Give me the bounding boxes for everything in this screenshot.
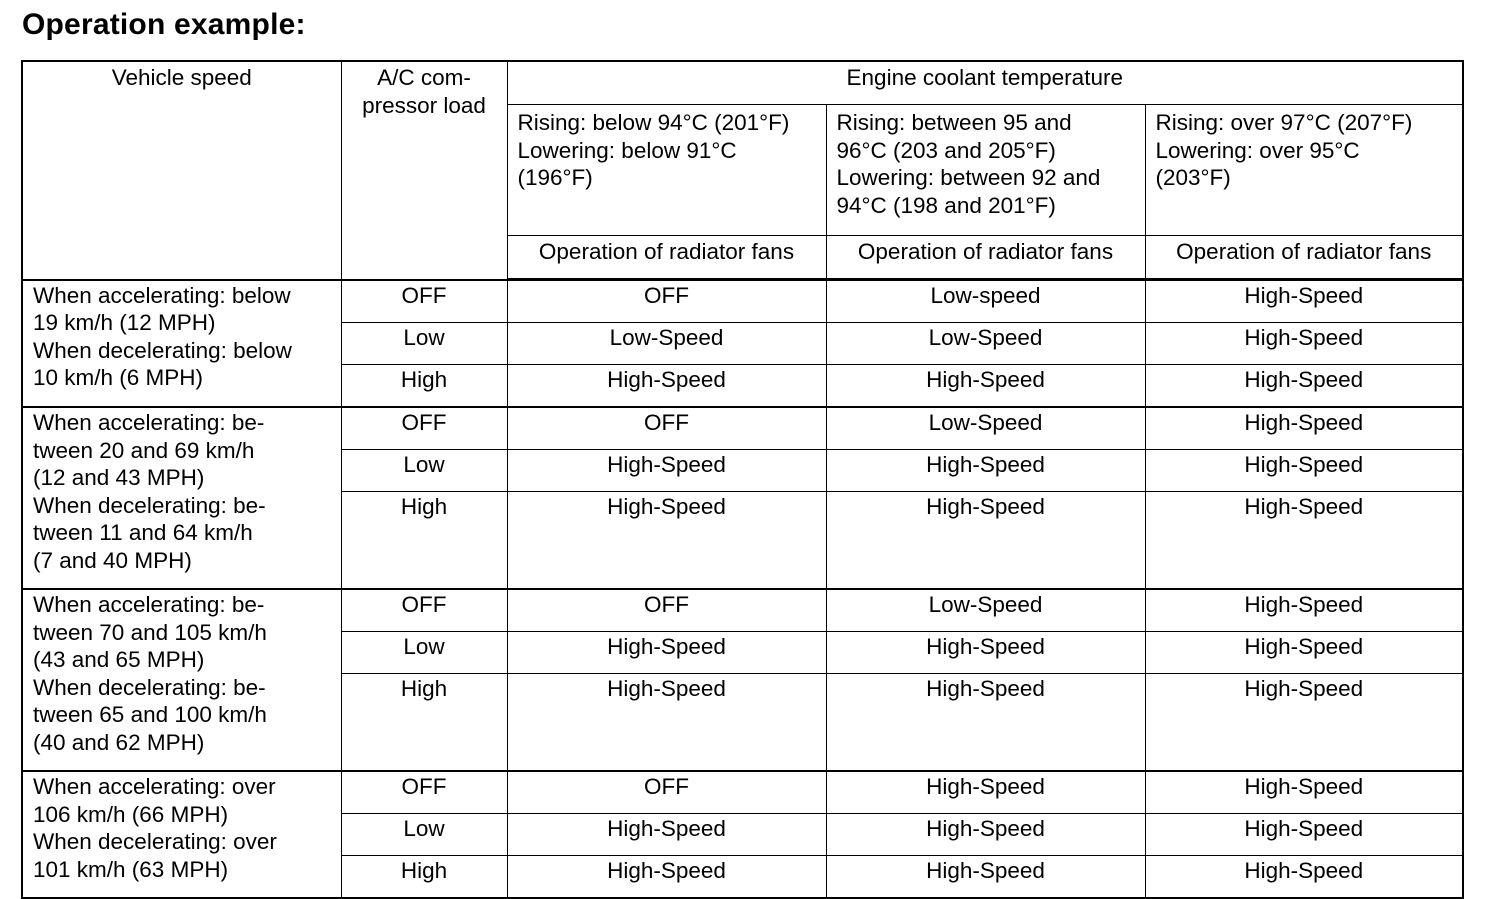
fan-operation-cell: High-Speed — [1145, 856, 1463, 899]
fan-operation-cell: OFF — [507, 407, 826, 450]
fan-operation-cell: High-Speed — [507, 450, 826, 492]
ac-load-cell: Low — [341, 450, 507, 492]
fan-operation-cell: High-Speed — [826, 771, 1145, 814]
table-row — [22, 589, 1463, 632]
fan-operation-cell: High-Speed — [826, 856, 1145, 899]
fan-operation-cell: Low-Speed — [826, 589, 1145, 632]
fan-operation-cell: High-Speed — [507, 365, 826, 408]
ac-load-cell: Low — [341, 632, 507, 674]
fan-operation-cell: High-Speed — [1145, 280, 1463, 323]
fan-operation-cell: High-Speed — [1145, 450, 1463, 492]
fan-operation-cell: High-Speed — [507, 632, 826, 674]
fan-operation-cell: Low-speed — [826, 280, 1145, 323]
fan-operation-cell: Low-Speed — [826, 407, 1145, 450]
fan-operation-cell: High-Speed — [826, 814, 1145, 856]
fan-operation-cell: High-Speed — [1145, 814, 1463, 856]
page-title: Operation example: — [22, 8, 306, 41]
ac-load-cell: Low — [341, 814, 507, 856]
table-row — [22, 407, 1463, 450]
fan-operation-cell: High-Speed — [507, 814, 826, 856]
ac-load-cell: High — [341, 856, 507, 899]
header-fan-operation: Operation of radiator fans — [507, 236, 826, 280]
fan-operation-cell: High-Speed — [1145, 771, 1463, 814]
fan-operation-cell: High-Speed — [1145, 632, 1463, 674]
fan-operation-cell: OFF — [507, 280, 826, 323]
fan-operation-cell: High-Speed — [1145, 492, 1463, 590]
fan-operation-cell: High-Speed — [826, 632, 1145, 674]
table-row — [22, 771, 1463, 814]
ac-load-cell: Low — [341, 323, 507, 365]
ac-load-cell: High — [341, 492, 507, 590]
vehicle-speed-cell: When accelerating: be- tween 70 and 105 km/h (43 and 65 MPH) When decelerating: be- tween 65 and 100 km/h (40 and 62 MPH) — [22, 589, 341, 771]
header-temp-range: Rising: between 95 and 96°C (203 and 205°F) Lowering: between 92 and 94°C (198 and 201°F) — [826, 105, 1145, 236]
fan-operation-cell: High-Speed — [826, 492, 1145, 590]
fan-operation-cell: High-Speed — [507, 492, 826, 590]
ac-load-cell: OFF — [341, 589, 507, 632]
header-ac-compressor-load: A/C com- pressor load — [341, 61, 507, 280]
header-fan-operation: Operation of radiator fans — [1145, 236, 1463, 280]
fan-operation-cell: OFF — [507, 589, 826, 632]
ac-load-cell: OFF — [341, 771, 507, 814]
header-engine-coolant-temperature: Engine coolant temperature — [507, 61, 1463, 105]
fan-operation-cell: High-Speed — [826, 365, 1145, 408]
fan-operation-cell: High-Speed — [826, 450, 1145, 492]
header-temp-range: Rising: below 94°C (201°F) Lowering: below 91°C (196°F) — [507, 105, 826, 236]
fan-operation-cell: High-Speed — [1145, 407, 1463, 450]
fan-operation-cell: High-Speed — [507, 674, 826, 772]
ac-load-cell: High — [341, 674, 507, 772]
ac-load-cell: OFF — [341, 407, 507, 450]
table-row — [22, 280, 1463, 323]
fan-operation-cell: High-Speed — [1145, 589, 1463, 632]
fan-operation-cell: High-Speed — [507, 856, 826, 899]
ac-load-cell: High — [341, 365, 507, 408]
header-temp-range: Rising: over 97°C (207°F) Lowering: over 95°C (203°F) — [1145, 105, 1463, 236]
fan-operation-cell: High-Speed — [826, 674, 1145, 772]
fan-operation-cell: OFF — [507, 771, 826, 814]
radiator-fan-operation-table — [21, 60, 1464, 899]
header-vehicle-speed: Vehicle speed — [22, 61, 341, 280]
fan-operation-cell: High-Speed — [1145, 365, 1463, 408]
fan-operation-cell: Low-Speed — [826, 323, 1145, 365]
vehicle-speed-cell: When accelerating: be- tween 20 and 69 km/h (12 and 43 MPH) When decelerating: be- tween 11 and 64 km/h (7 and 40 MPH) — [22, 407, 341, 589]
ac-load-cell: OFF — [341, 280, 507, 323]
vehicle-speed-cell: When accelerating: below 19 km/h (12 MPH) When decelerating: below 10 km/h (6 MPH) — [22, 280, 341, 408]
vehicle-speed-cell: When accelerating: over 106 km/h (66 MPH) When decelerating: over 101 km/h (63 MPH) — [22, 771, 341, 898]
header-fan-operation: Operation of radiator fans — [826, 236, 1145, 280]
fan-operation-cell: Low-Speed — [507, 323, 826, 365]
fan-operation-cell: High-Speed — [1145, 674, 1463, 772]
fan-operation-cell: High-Speed — [1145, 323, 1463, 365]
